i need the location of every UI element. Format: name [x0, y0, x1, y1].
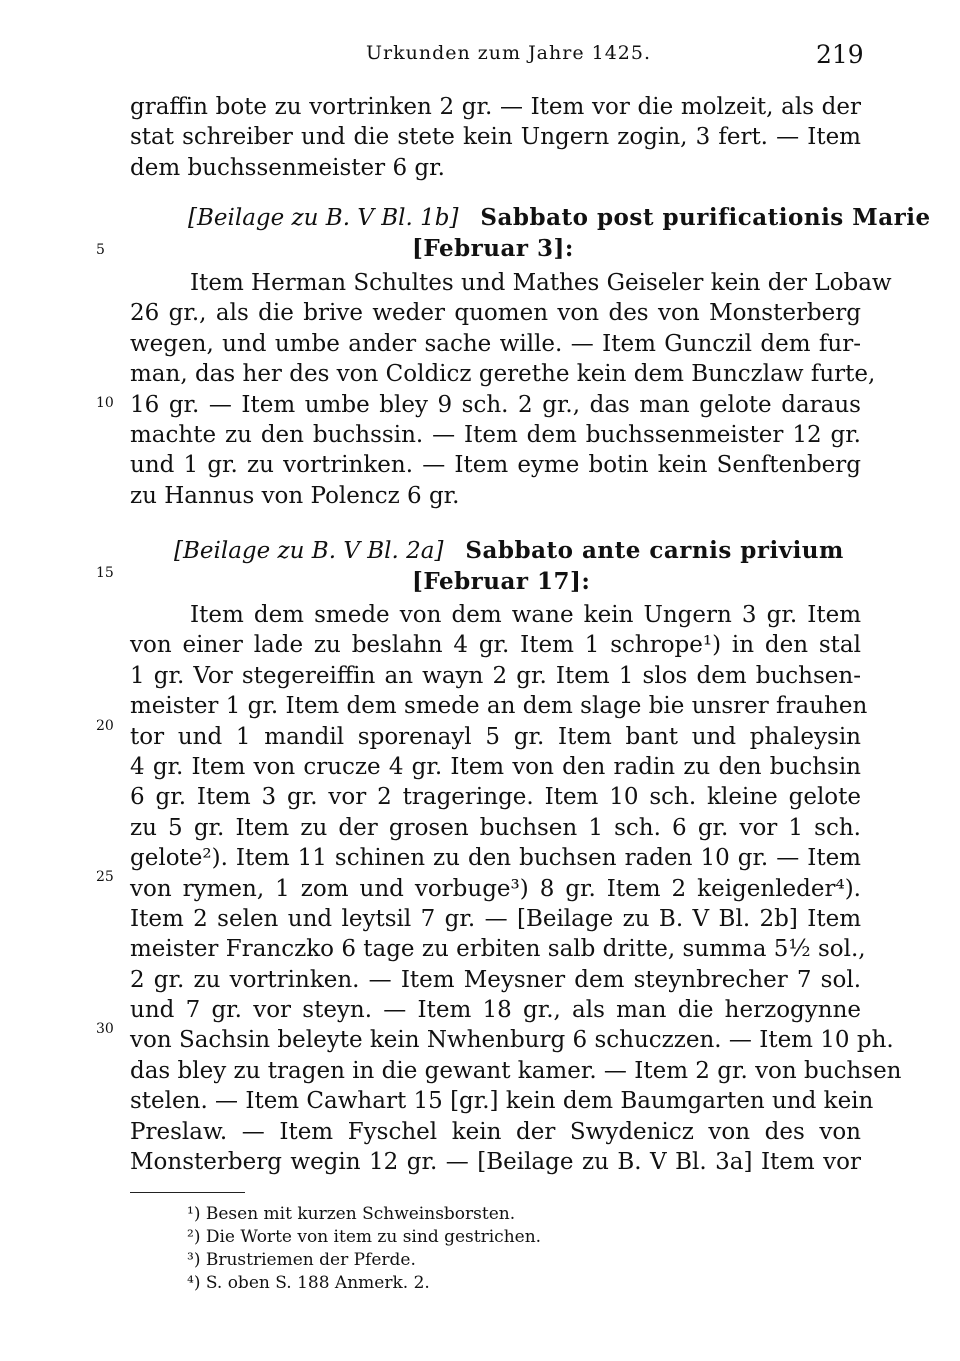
text-line: Item dem smede von dem wane kein Ungern 3 gr. Item [190, 602, 861, 628]
text-line: Item 2 selen und leytsil 7 gr. — [Beilage zu B. V Bl. 2b] Item [130, 905, 861, 932]
heading-title: Sabbato post purificationis Marie [480, 204, 931, 231]
section-heading-2 [174, 537, 844, 564]
text-line: das bley zu tragen in die gewant kamer. — Item 2 gr. von buchsen [130, 1057, 902, 1084]
heading-reference: [Beilage zu B. V Bl. 2a] [174, 538, 444, 564]
heading-reference: [Beilage zu B. V Bl. 1b] [188, 205, 459, 231]
text-line: von einer lade zu beslahn 4 gr. Item 1 schrope¹) in den stal [130, 632, 861, 659]
footnotes [187, 1203, 541, 1295]
text-line: und 1 gr. zu vortrinken. — Item eyme botin kein Senftenberg [130, 452, 861, 479]
running-header-title: Urkunden zum Jahre 1425. [366, 42, 652, 64]
text-line: stelen. — Item Cawhart 15 [gr.] kein dem Baumgarten und kein [130, 1088, 874, 1115]
text-line: 6 gr. Item 3 gr. vor 2 trageringe. Item 10 sch. kleine gelote [130, 784, 861, 811]
line-number: 15 [96, 565, 114, 581]
text-line: 4 gr. Item von crucze 4 gr. Item von den radin zu den buchsin [130, 753, 861, 780]
heading-date: [Februar 3]: [412, 235, 574, 262]
text-line: von Sachsin beleyte kein Nwhenburg 6 schuczzen. — Item 10 ph. [130, 1027, 894, 1054]
page-number: 219 [816, 40, 864, 69]
text-line: Preslaw. — Item Fyschel kein der Swydenicz von des von [130, 1118, 861, 1145]
footnote-separator [130, 1192, 245, 1193]
text-line: 1 gr. Vor stegereiffin an wayn 2 gr. Item 1 slos dem buchsen- [130, 662, 861, 689]
footnote-4: ⁴) S. oben S. 188 Anmerk. 2. [187, 1273, 430, 1293]
text-line: meister 1 gr. Item dem smede an dem slage bie unsrer frauhen [130, 693, 868, 720]
text-line: 26 gr., als die brive weder quomen von des von Monsterberg [130, 300, 861, 327]
line-number: 30 [96, 1021, 114, 1037]
footnote-3: ³) Brustriemen der Pferde. [187, 1250, 416, 1270]
text-line: machte zu den buchssin. — Item dem buchssenmeister 12 gr. [130, 421, 861, 448]
text-line: zu Hannus von Polencz 6 gr. [130, 482, 460, 509]
line-number: 10 [96, 395, 114, 411]
text-line: stat schreiber und die stete kein Ungern zogin, 3 fert. — Item [130, 124, 861, 151]
section-heading-1 [188, 204, 931, 231]
text-line: man, das her des von Coldicz gerethe kein dem Bunczlaw furte, [130, 361, 876, 388]
text-line: Item Herman Schultes und Mathes Geiseler kein der Lobaw [190, 270, 892, 296]
text-line: zu 5 gr. Item zu der grosen buchsen 1 sch. 6 gr. vor 1 sch. [130, 814, 861, 841]
text-line: dem buchssenmeister 6 gr. [130, 154, 445, 181]
paragraph-1 [130, 92, 861, 183]
text-line: wegen, und umbe ander sache wille. — Item Gunczil dem fur- [130, 330, 861, 357]
text-line: gelote²). Item 11 schinen zu den buchsen raden 10 gr. — Item [130, 845, 861, 872]
text-line: von rymen, 1 zom und vorbuge³) 8 gr. Item 2 keigenleder⁴). [130, 875, 861, 902]
text-line: meister Franczko 6 tage zu erbiten salb dritte, summa 5½ sol., [130, 936, 866, 963]
section-date-2 [412, 568, 590, 595]
footnote-1: ¹) Besen mit kurzen Schweinsborsten. [187, 1204, 516, 1224]
text-line: 2 gr. zu vortrinken. — Item Meysner dem steynbrecher 7 sol. [130, 966, 861, 993]
text-line: Monsterberg wegin 12 gr. — [Beilage zu B. V Bl. 3a] Item vor [130, 1149, 861, 1176]
line-number: 25 [96, 869, 114, 885]
section-date-1 [412, 235, 574, 262]
line-number: 20 [96, 718, 114, 734]
text-line: graffin bote zu vortrinken 2 gr. — Item vor die molzeit, als der [130, 94, 861, 120]
paragraph-2 [130, 268, 892, 511]
footnote-2: ²) Die Worte von item zu sind gestrichen. [187, 1227, 542, 1247]
text-line: tor und 1 mandil sporenayl 5 gr. Item bant und phaleysin [130, 723, 861, 750]
text-line: und 7 gr. vor steyn. — Item 18 gr., als man die herzogynne [130, 997, 861, 1024]
line-number: 5 [96, 242, 105, 258]
heading-title: Sabbato ante carnis privium [465, 537, 844, 564]
heading-date: [Februar 17]: [412, 568, 591, 595]
text-line: 16 gr. — Item umbe bley 9 sch. 2 gr., das man gelote daraus [130, 391, 861, 418]
paragraph-3 [130, 600, 902, 1177]
